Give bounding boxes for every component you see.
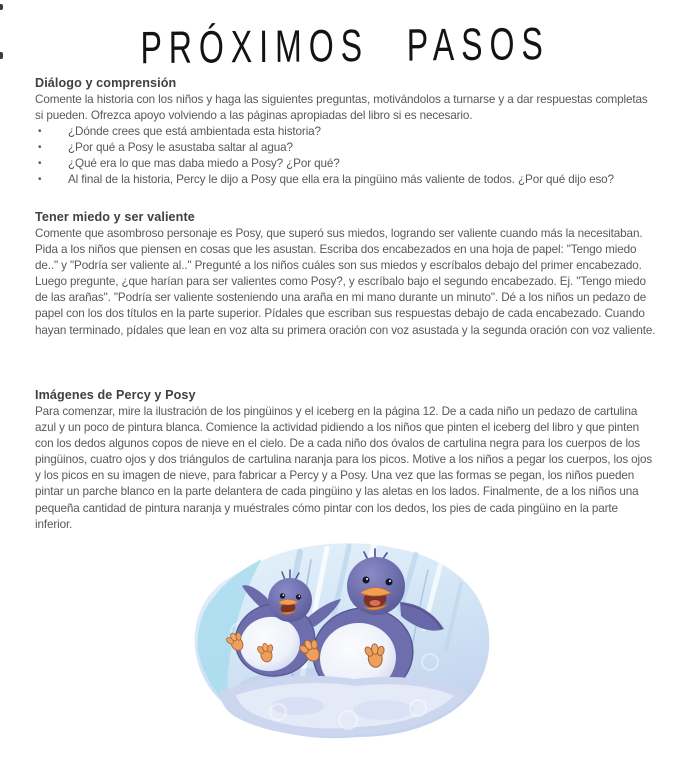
snow-mound: [220, 676, 469, 737]
question-item: • Al final de la historia, Percy le dijo a Posy que ella era la pingüino más valiente de todos. ¿Por qué dijo eso?: [35, 172, 657, 188]
penguins-illustration-svg: [178, 540, 508, 755]
section-heading: Tener miedo y ser valiente: [35, 210, 195, 224]
section-heading: Diálogo y comprensión: [35, 76, 177, 90]
section-body: Para comenzar, mire la ilustración de los pingüinos y el iceberg en la página 12. De a cada niño un pedazo de cartulina azul y un poco de pintura blanca. Comience la actividad pidiendo a los niños que pinten el iceberg del libro y que pinten con los dedos algunos copos de nieve en el cielo. De a cada niño dos óvalos de cartulina negra para los cuerpos de los pingüinos, cuatro ojos y dos triángulos de cartulina naranja para los picos. Motive a los niños a pegar los cuerpos, los ojos y los picos en su imagen de nieve, para fabricar a Percy y a Posy. Una vez que las formas se pegan, los niños pueden pintar un parche blanco en la parte delantera de cada pingüino y las aletas en los lados. Finalmente, de a los niños una pequeña cantidad de pintura naranja y muéstrales cómo pintar con los dedos, los pies de cada pingüino en la parte inferior.: [35, 405, 653, 531]
section-dialogo-y-comprension: [35, 76, 657, 189]
section-heading: Imágenes de Percy y Posy: [35, 388, 196, 402]
question-item: • ¿Por qué a Posy le asustaba saltar al agua?: [35, 140, 657, 156]
question-list: [35, 124, 657, 188]
section-body: Comente que asombroso personaje es Posy, que superó sus miedos, logrando ser valiente cuando más la necesitaban. Pida a los niños que piensen en cosas que les asustan. Escriba dos encabezados en una hoja de papel: "Tengo miedo de.." y "Podría ser valiente al.." Pregunté a los niños cuáles son sus miedos y escríbalos debajo del primer encabezado. Luego pregunte, ¿que harían para ser valientes como Posy?, y escríbalo bajo el segundo encabezado. Ej. "Tengo miedo de las arañas". "Podría ser valiente sosteniendo una araña en mi mano durante un minuto". Dé a los niños un pedazo de papel con los dos títulos en la parte superior. Pídales que escriban sus respuestas debajo de cada encabezado. Cuando hayan terminado, pídales que lean en voz alta su primera oración con voz asustada y la segunda oración con voz valiente.: [35, 227, 656, 337]
section-tener-miedo: [35, 210, 657, 339]
penguin-small-eye: [280, 593, 285, 598]
page-title: PRÓXIMOS PASOS: [140, 17, 550, 74]
penguin-small-eye: [296, 594, 301, 599]
section-imagenes: [35, 388, 657, 533]
penguins-sledding-illustration: [178, 540, 508, 755]
question-item: • ¿Dónde crees que está ambientada esta historia?: [35, 124, 657, 140]
penguin-large-eye: [363, 577, 370, 584]
section-intro: Comente la historia con los niños y haga las siguientes preguntas, motivándolos a turnarse y a dar respuestas completas si pueden. Ofrezca apoyo volviendo a las páginas apropiadas del libro si es necesario.: [35, 93, 648, 123]
penguin-large-eye: [386, 579, 393, 586]
scan-artifact: [0, 4, 3, 10]
question-item: • ¿Qué era lo que mas daba miedo a Posy? ¿Por qué?: [35, 156, 657, 172]
